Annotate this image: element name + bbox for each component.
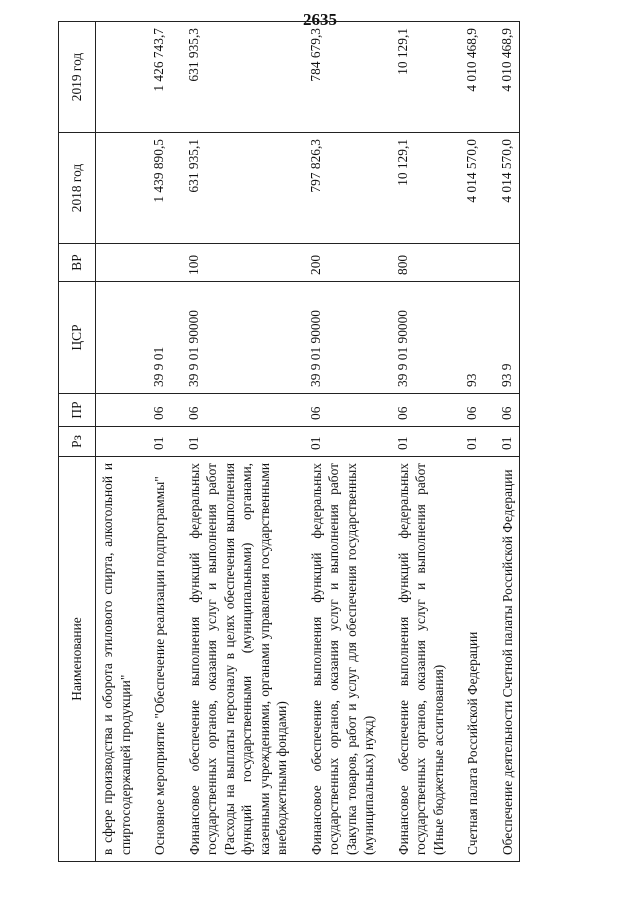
row-vr	[450, 244, 485, 282]
table-row	[96, 22, 138, 862]
row-2018: 1 439 890,5	[137, 133, 172, 244]
row-2018: 631 935,1	[172, 133, 294, 244]
table-row	[137, 22, 172, 862]
row-pr: 06	[381, 394, 451, 427]
row-rz	[96, 427, 138, 457]
row-csr: 93 9	[485, 282, 520, 394]
row-rz: 01	[450, 427, 485, 457]
rotated-table-container	[58, 22, 568, 862]
row-2018: 797 826,3	[294, 133, 381, 244]
row-vr	[96, 244, 138, 282]
row-pr: 06	[294, 394, 381, 427]
row-vr	[137, 244, 172, 282]
row-2019: 4 010 468,9	[485, 22, 520, 133]
row-csr: 93	[450, 282, 485, 394]
row-2018: 4 014 570,0	[450, 133, 485, 244]
row-csr: 39 9 01	[137, 282, 172, 394]
row-vr: 800	[381, 244, 451, 282]
header-csr: ЦСР	[59, 282, 96, 394]
table-row	[294, 22, 381, 862]
row-csr	[96, 282, 138, 394]
table-row	[485, 22, 520, 862]
row-pr: 06	[137, 394, 172, 427]
row-2019: 784 679,3	[294, 22, 381, 133]
row-name: Финансовое обеспечение выполнения функций федеральных государственных органов, оказания услуг и выполнения работ (Закупка товаров, работ и услуг для обеспечения государственных (муниципальных) нужд)	[294, 457, 381, 862]
row-rz: 01	[137, 427, 172, 457]
row-name: в сфере производства и оборота этилового спирта, алкогольной и спиртосодержащей продукции"	[96, 457, 138, 862]
row-vr: 100	[172, 244, 294, 282]
row-rz: 01	[172, 427, 294, 457]
row-name: Счетная палата Российской Федерации	[450, 457, 485, 862]
row-name: Основное мероприятие "Обеспечение реализации подпрограммы"	[137, 457, 172, 862]
header-vr: ВР	[59, 244, 96, 282]
header-2019: 2019 год	[59, 22, 96, 133]
header-rz: Рз	[59, 427, 96, 457]
row-pr	[96, 394, 138, 427]
row-pr: 06	[172, 394, 294, 427]
row-name: Финансовое обеспечение выполнения функций федеральных государственных органов, оказания услуг и выполнения работ (Иные бюджетные ассигнования)	[381, 457, 451, 862]
row-name: Финансовое обеспечение выполнения функций федеральных государственных органов, оказания услуг и выполнения работ (Расходы на выплаты персоналу в целях обеспечения выполнения функций государственными (муниципальными) органами, казенными учреждениями, органами управления государственными внебюджетными фондами)	[172, 457, 294, 862]
row-2019: 4 010 468,9	[450, 22, 485, 133]
table-header	[59, 22, 96, 862]
table-row	[450, 22, 485, 862]
row-pr: 06	[485, 394, 520, 427]
table-row	[381, 22, 451, 862]
header-pr: ПР	[59, 394, 96, 427]
row-2018	[96, 133, 138, 244]
row-2019	[96, 22, 138, 133]
row-vr	[485, 244, 520, 282]
budget-table	[58, 21, 520, 862]
row-vr: 200	[294, 244, 381, 282]
row-name: Обеспечение деятельности Счетной палаты Российской Федерации	[485, 457, 520, 862]
row-2018: 4 014 570,0	[485, 133, 520, 244]
row-2019: 10 129,1	[381, 22, 451, 133]
row-rz: 01	[485, 427, 520, 457]
row-rz: 01	[294, 427, 381, 457]
row-csr: 39 9 01 90000	[172, 282, 294, 394]
row-2018: 10 129,1	[381, 133, 451, 244]
row-pr: 06	[450, 394, 485, 427]
row-2019: 1 426 743,7	[137, 22, 172, 133]
row-csr: 39 9 01 90000	[381, 282, 451, 394]
row-2019: 631 935,3	[172, 22, 294, 133]
header-2018: 2018 год	[59, 133, 96, 244]
table-row	[172, 22, 294, 862]
header-name: Наименование	[59, 457, 96, 862]
row-rz: 01	[381, 427, 451, 457]
row-csr: 39 9 01 90000	[294, 282, 381, 394]
page-number: 2635	[303, 10, 337, 29]
